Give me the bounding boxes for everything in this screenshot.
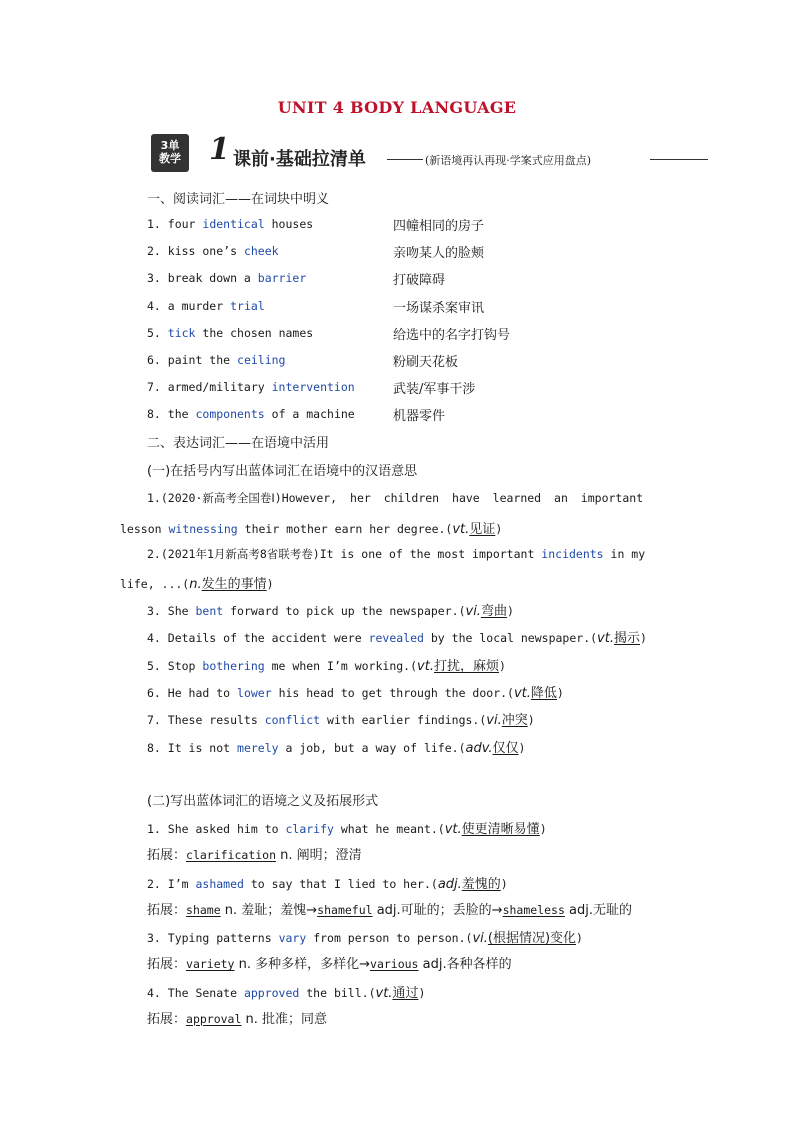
target-word: lower (237, 685, 272, 700)
answer: 羞愧的 (461, 876, 501, 892)
vocab-row (147, 271, 707, 289)
part1-item1-line2: lesson witnessing their mother earn her degree.(vt.见证) (120, 522, 503, 537)
target-word: witnessing (168, 522, 238, 536)
part-of-speech: vi. (472, 931, 488, 946)
extension-word: approval (186, 1011, 242, 1026)
sentence-suffix: forward to pick up the newspaper.( (223, 604, 466, 618)
target-word: revealed (368, 631, 424, 646)
extension-label: 拓展： (147, 1011, 187, 1027)
sentence-prefix: 5. Stop (147, 658, 203, 673)
close-paren: ) (518, 740, 526, 755)
sentence-row (147, 655, 506, 674)
target-word: approved (243, 985, 300, 1000)
extension-meaning: adj.各种各样的 (418, 957, 512, 972)
unit-title: UNIT 4 BODY LANGUAGE (277, 98, 517, 117)
phrase-prefix: 2. kiss one’s (147, 244, 244, 259)
vocab-meaning: 四幢相同的房子 (393, 219, 485, 234)
unit-badge-icon (151, 134, 189, 172)
extension-label: 拓展： (147, 902, 187, 918)
target-word: intervention (271, 380, 355, 395)
sentence-row (147, 737, 525, 756)
banner-subtitle: (新语境再认再现·学案式应用盘点) (425, 154, 592, 167)
sentence-row (147, 682, 564, 701)
extension-meaning: n. 羞耻；羞愧→ (220, 902, 318, 918)
target-word: ashamed (195, 876, 244, 891)
target-word: barrier (257, 271, 307, 286)
sentence-prefix: 4. The Senate (147, 985, 244, 1000)
close-paren: ) (500, 876, 508, 891)
extension-label: 拓展： (147, 848, 187, 863)
vocab-phrase (147, 271, 306, 285)
vocab-row (147, 353, 707, 370)
sentence-suffix: by the local newspaper.( (423, 631, 598, 646)
close-paren: ) (556, 685, 564, 700)
sentence-suffix: with earlier findings.( (320, 713, 487, 728)
answer: 仅仅 (492, 740, 519, 756)
answer: 弯曲 (480, 604, 507, 619)
target-word: conflict (264, 713, 321, 728)
banner-divider-right (650, 159, 708, 160)
section-banner (151, 134, 711, 172)
target-word: clarify (285, 822, 334, 836)
part-of-speech: adj. (437, 876, 462, 892)
sentence-row (147, 627, 647, 646)
vocab-phrase (147, 326, 313, 340)
phrase-suffix: the chosen names (195, 325, 314, 340)
target-word: cheek (243, 244, 279, 259)
vocab-row (147, 217, 707, 234)
sentence-prefix: 4. Details of the accident were (147, 631, 369, 646)
part-of-speech: adv. (465, 740, 493, 756)
target-word: trial (230, 298, 265, 313)
extension-meaning: adj.可耻的；丢脸的→ (372, 902, 503, 918)
sentence-prefix: 6. He had to (147, 685, 238, 700)
part-of-speech: vi. (465, 604, 481, 619)
extension-word: shameless (502, 902, 565, 917)
vocab-meaning: 机器零件 (393, 409, 446, 425)
badge-line2: 教学 (159, 152, 181, 165)
close-paren: ) (418, 985, 426, 1000)
sentence-suffix: what he meant.( (333, 822, 445, 836)
extension-meaning: n. 批准；同意 (241, 1011, 328, 1027)
extension-row (147, 1008, 327, 1027)
extension-meaning: n. 阐明；澄清 (276, 848, 362, 863)
close-paren: ) (576, 931, 583, 945)
vocab-phrase (147, 407, 355, 421)
phrase-prefix: 7. armed/military (147, 380, 272, 395)
answer: 使更清晰易懂 (461, 822, 540, 837)
answer: 见证 (469, 522, 496, 537)
sentence-suffix: from person to person.( (306, 931, 473, 945)
sentence-row (147, 927, 583, 946)
vocab-row (147, 380, 707, 398)
part1-item2-line1: 2.(2021年1月新高考8省联考卷)It is one of the most important incidents in my (147, 547, 646, 561)
close-paren: ) (506, 604, 514, 618)
vocab-meaning: 打破障碍 (393, 273, 446, 289)
phrase-prefix: 4. a murder (147, 298, 231, 313)
answer: 发生的事情 (201, 577, 267, 592)
answer: 降低 (530, 685, 557, 701)
target-word: merely (237, 740, 279, 755)
vocab-meaning: 一场谋杀案审讯 (393, 300, 485, 316)
vocab-meaning: 亲吻某人的脸颊 (393, 246, 485, 262)
extension-word: variety (186, 957, 235, 971)
extension-row (147, 899, 632, 918)
extension-word: shameful (317, 902, 373, 917)
vocab-phrase (147, 244, 279, 258)
part-of-speech: vt. (417, 658, 434, 674)
extension-word: clarification (186, 848, 277, 862)
section2-heading: 二、表达词汇——在语境中活用 (147, 436, 330, 451)
extension-label: 拓展： (147, 957, 187, 972)
vocab-phrase (147, 380, 355, 394)
part-of-speech: vt. (444, 822, 462, 837)
sentence-prefix: 7. These results (147, 713, 265, 728)
part1-item2-line2: life, ...(n.发生的事情) (120, 577, 274, 592)
badge-line1: 3单 (160, 139, 180, 152)
vocab-row (147, 298, 707, 316)
banner-divider-left (387, 159, 423, 160)
sentence-prefix: 3. Typing patterns (147, 931, 279, 945)
answer: 揭示 (613, 631, 640, 647)
phrase-prefix: 8. the (147, 407, 196, 422)
vocab-phrase (147, 353, 285, 367)
vocab-meaning: 给选中的名字打钩号 (393, 327, 511, 343)
phrase-prefix: 5. (147, 325, 168, 340)
extension-word: various (370, 957, 419, 971)
vocab-meaning: 粉刷天花板 (393, 355, 459, 370)
target-word: tick (167, 325, 196, 340)
target-word: vary (278, 931, 307, 945)
sentence-row (147, 600, 514, 619)
part1-heading: (一)在括号内写出蓝体词汇在语境中的汉语意思 (147, 464, 418, 479)
part-of-speech: vt. (375, 985, 393, 1001)
phrase-prefix: 6. paint the (147, 353, 238, 367)
sentence-row (147, 873, 508, 892)
vocab-phrase (147, 217, 313, 231)
vocab-row (147, 325, 707, 343)
vocab-row (147, 244, 707, 262)
vocab-row (147, 407, 707, 425)
answer: 通过 (392, 985, 419, 1001)
sentence-prefix: 2. I’m (147, 876, 196, 891)
sentence-prefix: 1. She asked him to (147, 822, 286, 836)
sentence-row (147, 982, 425, 1001)
sentence-suffix: the bill.( (299, 985, 376, 1000)
part-of-speech: vt. (513, 685, 531, 701)
sentence-row (147, 709, 535, 728)
answer: 冲突 (501, 713, 528, 729)
banner-number: 1 (209, 132, 230, 167)
phrase-suffix: houses (264, 217, 314, 231)
sentence-row (147, 818, 547, 837)
phrase-prefix: 3. break down a (147, 271, 258, 286)
part2-heading: (二)写出蓝体词汇的语境之义及拓展形式 (147, 794, 379, 809)
sentence-suffix: a job, but a way of life.( (278, 740, 466, 755)
extension-word: shame (186, 902, 221, 917)
section1-heading: 一、阅读词汇——在词块中明义 (147, 192, 330, 207)
part-of-speech: vt. (597, 631, 614, 647)
close-paren: ) (640, 631, 647, 646)
sentence-suffix: his head to get through the door.( (271, 685, 514, 700)
extension-row (147, 953, 512, 972)
sentence-prefix: 8. It is not (147, 740, 238, 755)
part-of-speech: vi. (486, 713, 502, 729)
answer: (根据情况)变化 (487, 931, 577, 946)
vocab-phrase (147, 299, 265, 313)
target-word: bothering (202, 658, 265, 673)
sentence-suffix: me when I’m working.( (264, 658, 418, 673)
sentence-suffix: to say that I lied to her.( (243, 876, 438, 891)
vocab-meaning: 武装/军事干涉 (393, 382, 476, 398)
close-paren: ) (498, 658, 506, 673)
target-word: identical (202, 217, 265, 231)
target-word: ceiling (237, 353, 286, 367)
close-paren: ) (539, 822, 547, 836)
target-word: components (195, 407, 265, 422)
extension-meaning: n. 多种多样，多样化→ (234, 957, 371, 972)
extension-meaning: adj.无耻的 (564, 902, 632, 918)
close-paren: ) (527, 713, 535, 728)
target-word: incidents (541, 547, 604, 561)
target-word: bent (195, 604, 224, 618)
extension-row (147, 844, 362, 863)
phrase-suffix: of a machine (264, 407, 355, 422)
banner-heading: 课前·基础拉清单 (233, 149, 366, 170)
phrase-prefix: 1. four (147, 217, 203, 231)
part1-item1-line1: 1.(2020·新高考全国卷Ⅰ)However, her children have learned an important (147, 491, 644, 505)
sentence-prefix: 3. She (147, 604, 196, 618)
answer: 打扰，麻烦 (433, 658, 499, 674)
